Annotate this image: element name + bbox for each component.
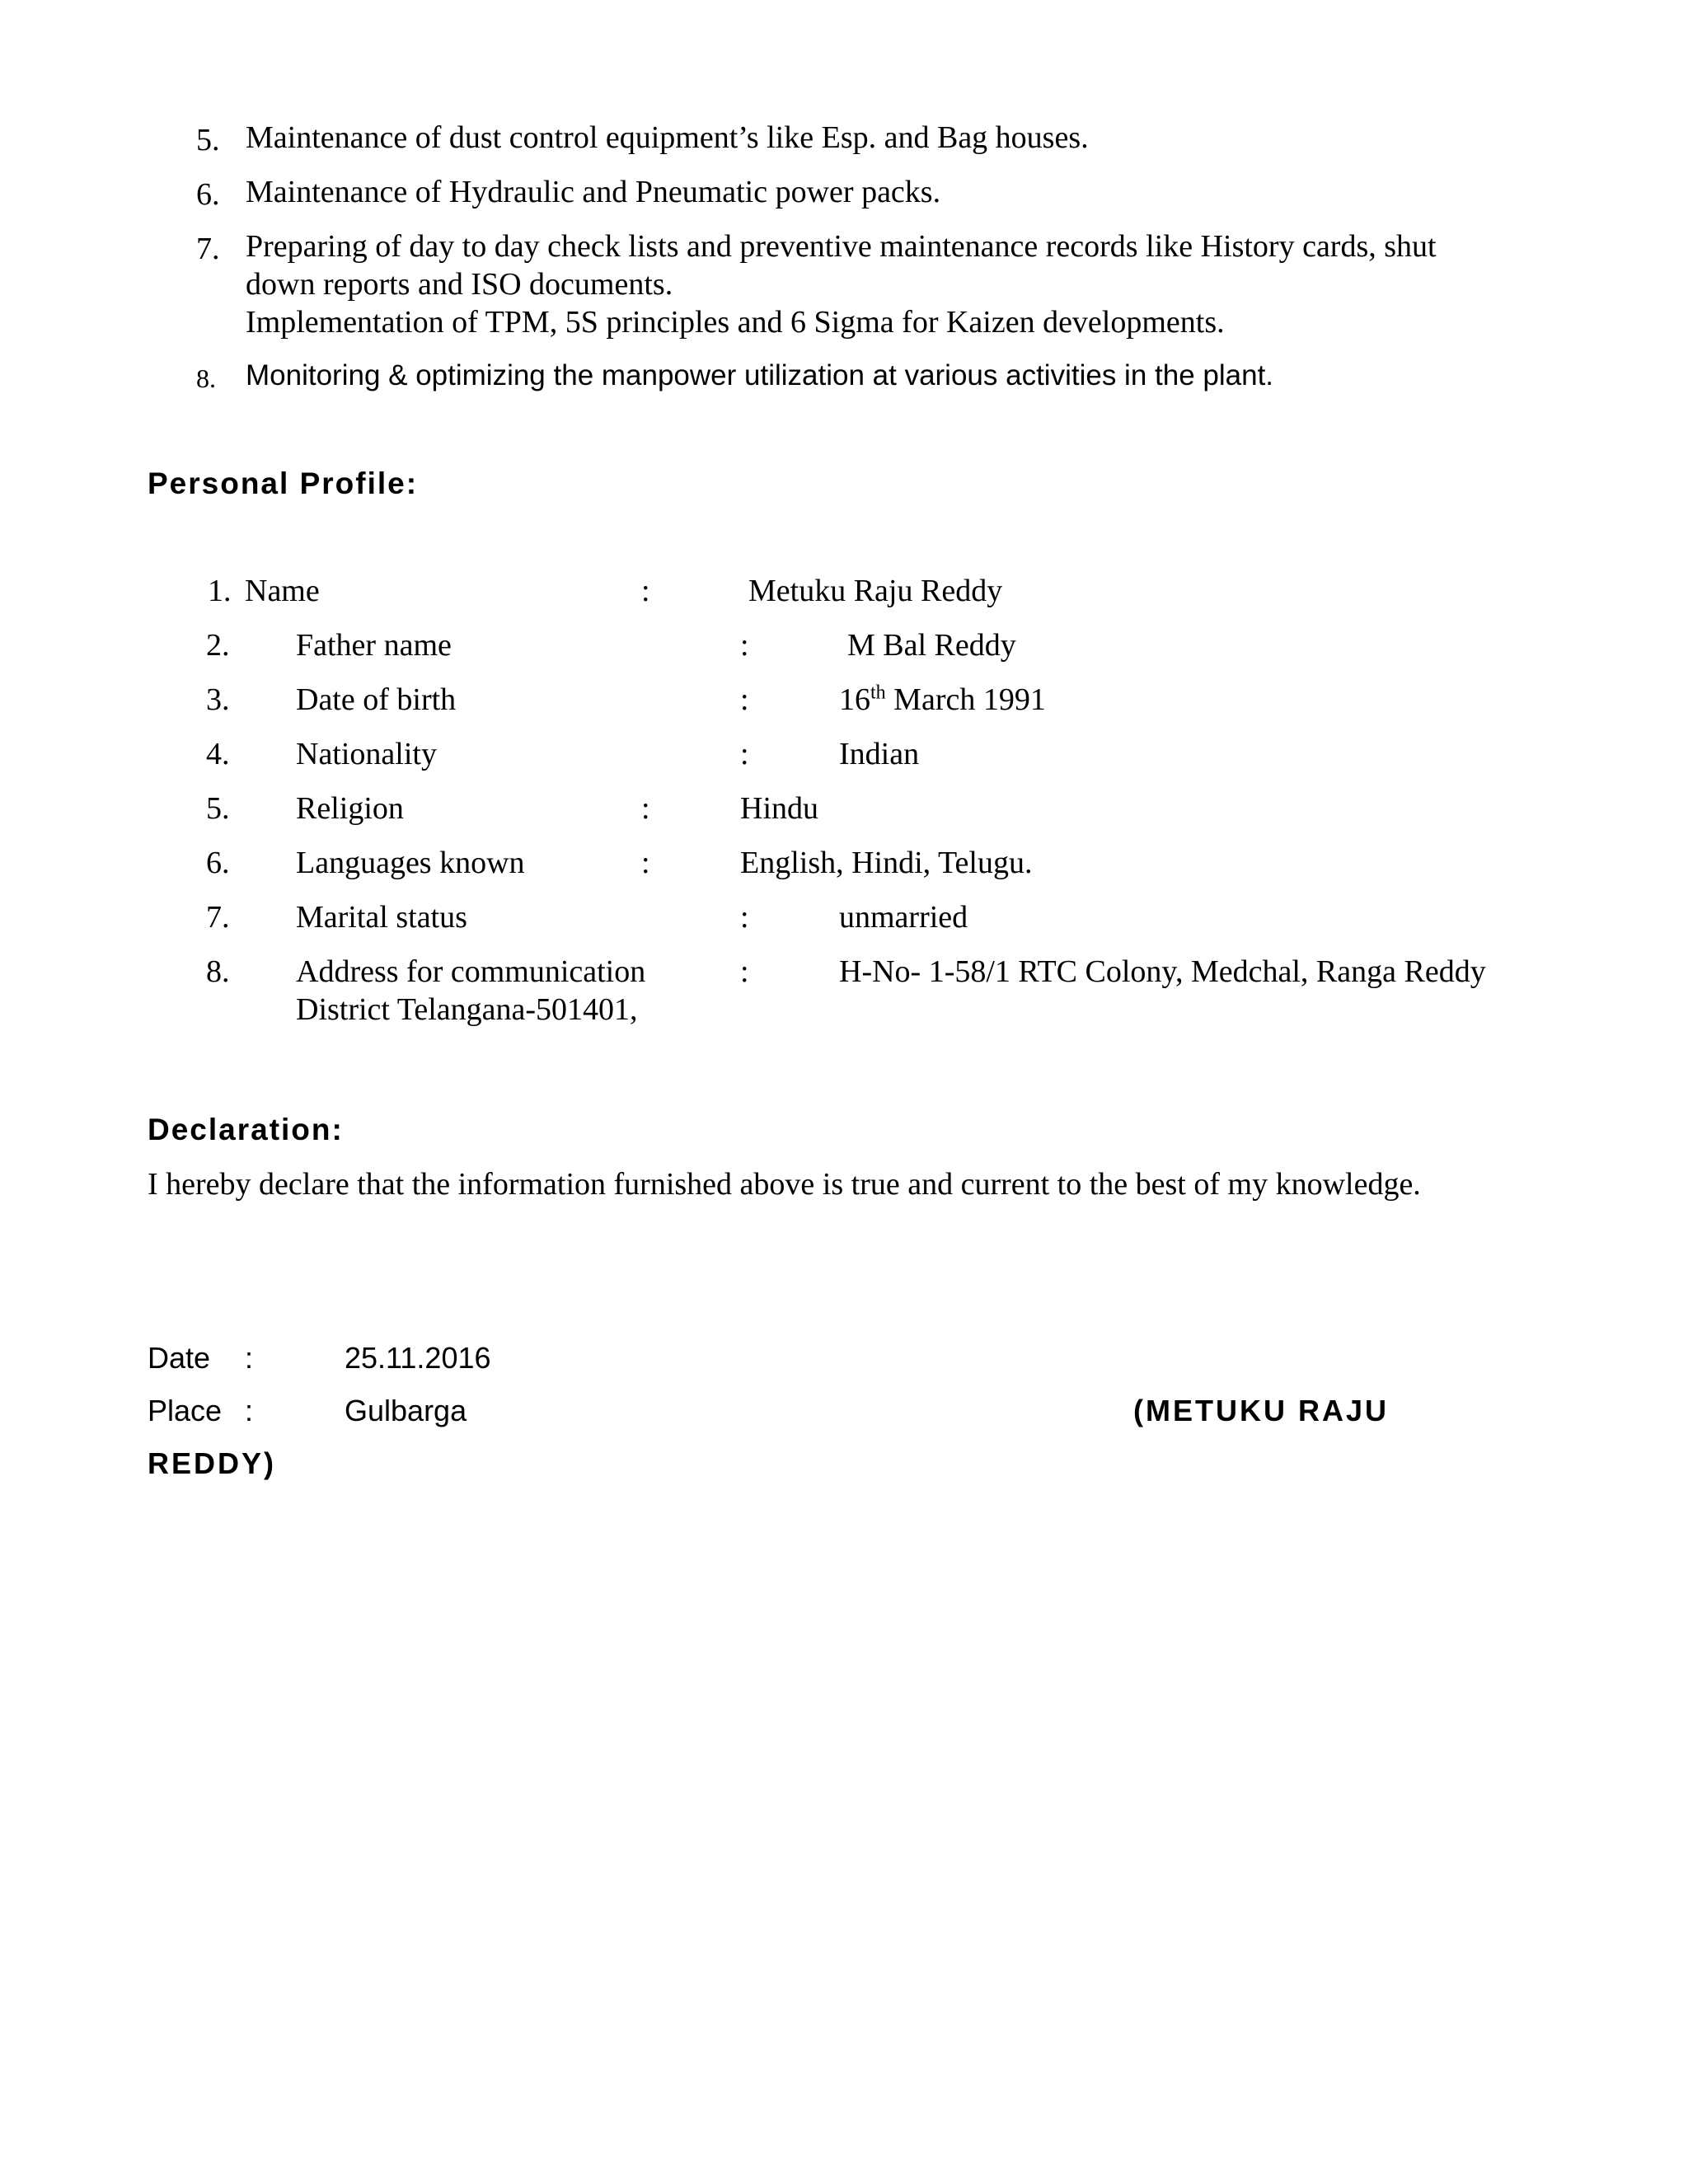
signature-name: (METUKU RAJU bbox=[1133, 1394, 1389, 1427]
profile-row-value: M Bal Reddy bbox=[847, 628, 1016, 663]
profile-row-label: Name bbox=[245, 574, 320, 608]
date-label: Date bbox=[148, 1341, 211, 1375]
profile-row-value: H-No- 1-58/1 RTC Colony, Medchal, Ranga Reddy bbox=[839, 954, 1486, 989]
profile-row-separator: : bbox=[641, 846, 650, 880]
declaration-heading: Declaration: bbox=[148, 1113, 344, 1146]
duty-text: Maintenance of dust control equipment’s like Esp. and Bag houses. bbox=[246, 120, 1089, 155]
date-value: 25.11.2016 bbox=[345, 1341, 491, 1375]
duty-text: Monitoring & optimizing the manpower utilization at various activities in the plant. bbox=[246, 359, 1274, 391]
profile-row-label: Religion bbox=[296, 791, 404, 826]
profile-row-value: Metuku Raju Reddy bbox=[748, 574, 1003, 608]
profile-row-value bbox=[839, 682, 1046, 718]
profile-row-value: unmarried bbox=[839, 900, 968, 935]
profile-row-label: Marital status bbox=[296, 900, 467, 935]
profile-row-label: Father name bbox=[296, 628, 452, 663]
duty-number: 6. bbox=[196, 177, 220, 212]
duty-number: 8. bbox=[196, 363, 216, 393]
duty-text: Maintenance of Hydraulic and Pneumatic power packs. bbox=[246, 175, 941, 209]
profile-row-label: Address for communication bbox=[296, 954, 646, 989]
place-label: Place bbox=[148, 1394, 223, 1427]
dob-ordinal-suffix: th bbox=[870, 682, 886, 704]
place-separator: : bbox=[245, 1394, 254, 1427]
profile-row-number: 2. bbox=[206, 628, 230, 663]
profile-row-value: English, Hindi, Telugu. bbox=[740, 846, 1033, 880]
profile-row-label: Date of birth bbox=[296, 682, 457, 717]
profile-row-number: 5. bbox=[206, 791, 230, 826]
date-separator: : bbox=[245, 1341, 254, 1375]
duty-number: 7. bbox=[196, 232, 220, 266]
profile-row-number: 6. bbox=[206, 846, 230, 880]
profile-row-separator: : bbox=[740, 682, 749, 717]
profile-row-separator: : bbox=[740, 628, 749, 663]
profile-row-number: 4. bbox=[206, 737, 230, 771]
profile-row-separator: : bbox=[740, 900, 749, 935]
declaration-text: I hereby declare that the information furnished above is true and current to the best of my knowledge. bbox=[148, 1167, 1421, 1202]
duty-text: Preparing of day to day check lists and preventive maintenance records like History cards, shut bbox=[246, 229, 1437, 264]
place-value: Gulbarga bbox=[345, 1394, 467, 1427]
dob-day: 16 bbox=[839, 682, 870, 717]
signature-name-continued: REDDY) bbox=[148, 1446, 277, 1480]
profile-row-separator: : bbox=[740, 737, 749, 771]
profile-row-separator: : bbox=[641, 574, 650, 608]
profile-row-number: 8. bbox=[206, 954, 230, 989]
profile-row-label: Nationality bbox=[296, 737, 437, 771]
profile-row-value: Indian bbox=[839, 737, 920, 771]
duty-text: down reports and ISO documents. bbox=[246, 267, 673, 302]
duty-number: 5. bbox=[196, 123, 220, 157]
profile-row-number: 3. bbox=[206, 682, 230, 717]
profile-row-label: Languages known bbox=[296, 846, 525, 880]
profile-row-value: Hindu bbox=[740, 791, 818, 826]
duty-text: Implementation of TPM, 5S principles and 6 Sigma for Kaizen developments. bbox=[246, 305, 1225, 340]
profile-row-number: 1. bbox=[208, 574, 232, 608]
profile-row-number: 7. bbox=[206, 900, 230, 935]
profile-row-label-continued: District Telangana-501401, bbox=[296, 992, 638, 1027]
personal-profile-heading: Personal Profile: bbox=[148, 466, 419, 500]
profile-row-separator: : bbox=[641, 791, 650, 826]
profile-row-separator: : bbox=[740, 954, 749, 989]
dob-month-year: March 1991 bbox=[885, 682, 1046, 717]
